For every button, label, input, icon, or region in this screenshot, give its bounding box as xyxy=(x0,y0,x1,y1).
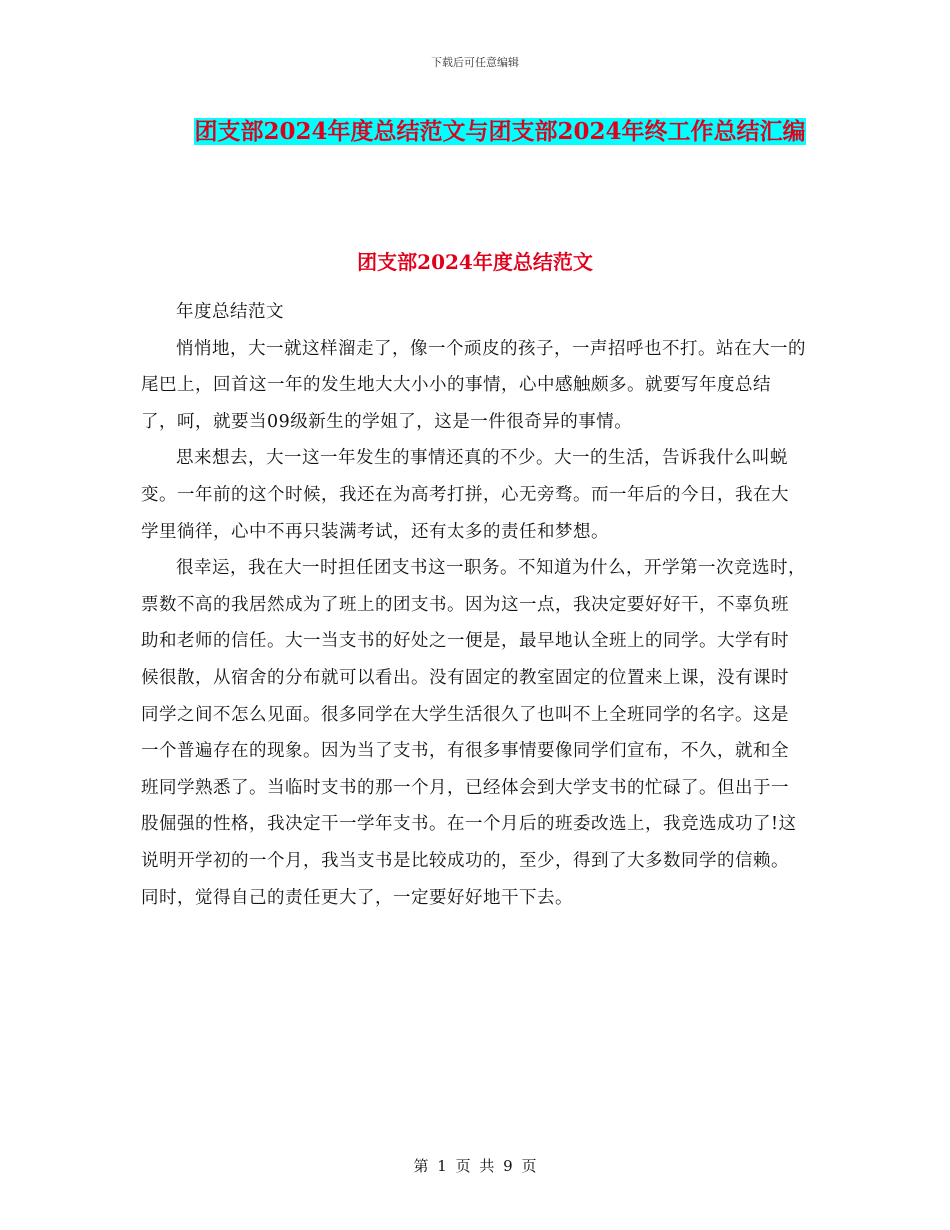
paragraph: 年度总结范文 xyxy=(176,302,284,322)
document-title-text: 团支部2024年度总结范文与团支部2024年终工作总结汇编 xyxy=(194,118,806,145)
section-title: 团支部2024年度总结范文 xyxy=(357,250,593,274)
page-number: 第 1 页 共 9 页 xyxy=(413,1157,537,1175)
paragraph: 思来想去，大一这一年发生的事情还真的不少。大一的生活，告诉我什么叫蜕变。一年前的这个时候，我还在为高考打拼，心无旁骛。而一年后的今日，我在大学里徜徉，心中不再只装满考试，还有太多的责任和梦想。 xyxy=(141,448,789,542)
document-title xyxy=(190,108,810,156)
paragraph: 很幸运，我在大一时担任团支书这一职务。不知道为什么，开学第一次竞选时，票数不高的我居然成为了班上的团支书。因为这一点，我决定要好好干，不辜负班助和老师的信任。大一当支书的好处之一便是，最早地认全班上的同学。大学有时候很散，从宿舍的分布就可以看出。没有固定的教室固定的位置来上课，没有课时同学之间不怎么见面。很多同学在大学生活很久了也叫不上全班同学的名字。这是一个普遍存在的现象。因为当了支书，有很多事情要像同学们宣布，不久，就和全班同学熟悉了。当临时支书的那一个月，已经体会到大学支书的忙碌了。但出于一股倔强的性格，我决定干一学年支书。在一个月后的班委改选上，我竞选成功了!这说明开学初的一个月，我当支书是比较成功的，至少，得到了大多数同学的信赖。同时，觉得自己的责任更大了，一定要好好地干下去。 xyxy=(141,558,806,908)
header-note: 下载后可任意编辑 xyxy=(431,56,519,69)
document-body xyxy=(141,294,806,916)
paragraph: 悄悄地，大一就这样溜走了，像一个顽皮的孩子，一声招呼也不打。站在大一的尾巴上，回首这一年的发生地大大小小的事情，心中感触颇多。就要写年度总结了，呵，就要当09级新生的学姐了，这是一件很奇异的事情。 xyxy=(141,338,806,432)
